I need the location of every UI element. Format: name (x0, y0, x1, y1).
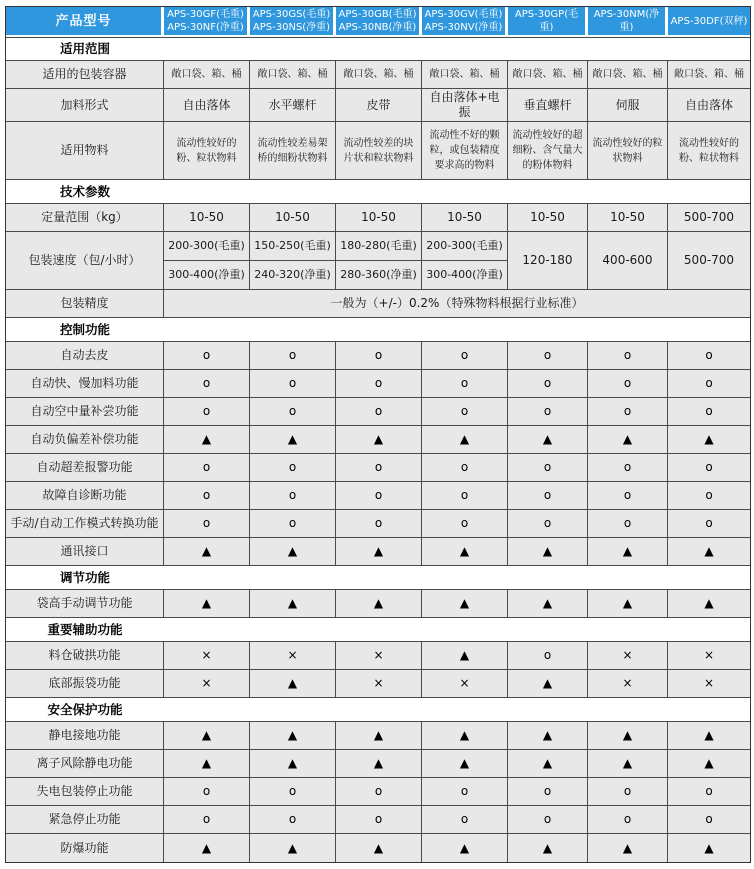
model-name-line: APS-30DF(双秤) (670, 15, 748, 27)
spec-cell: 自由落体+电振 (422, 89, 508, 122)
spec-cell: × (668, 642, 750, 670)
section-row (6, 318, 750, 342)
spec-cell: o (164, 778, 250, 806)
spec-cell: o (422, 510, 508, 538)
model-name-line: APS-30NM(净重) (593, 9, 660, 33)
header-model-column (336, 7, 422, 37)
row-label: 加料形式 (6, 89, 164, 122)
spec-cell: o (164, 510, 250, 538)
spec-cell: 敞口袋、箱、桶 (250, 61, 336, 89)
row-label: 紧急停止功能 (6, 806, 164, 834)
spec-cell: o (422, 454, 508, 482)
spec-cell: o (668, 342, 750, 370)
spec-cell: o (336, 482, 422, 510)
spec-cell: 敞口袋、箱、桶 (164, 61, 250, 89)
spec-cell: ▲ (250, 426, 336, 454)
row-label: 静电接地功能 (6, 722, 164, 750)
spec-cell: 流动性较好的粉、粒状物料 (668, 122, 750, 180)
spec-cell: × (336, 670, 422, 698)
section-row (6, 180, 750, 204)
spec-cell: 500-700 (668, 232, 750, 290)
table-row (6, 122, 750, 180)
row-label: 自动超差报警功能 (6, 454, 164, 482)
spec-cell: o (164, 370, 250, 398)
spec-cell: 200-300(毛重) (422, 232, 508, 261)
table-row (6, 722, 750, 750)
spec-cell: ▲ (588, 722, 668, 750)
table-row (6, 834, 750, 862)
spec-cell: o (250, 342, 336, 370)
spec-cell: 敞口袋、箱、桶 (422, 61, 508, 89)
row-label: 包装速度（包/小时） (6, 232, 164, 290)
model-name-line: APS-30GB(毛重) (338, 9, 417, 20)
spec-cell: o (508, 642, 588, 670)
spec-cell: × (588, 670, 668, 698)
spec-cell: ▲ (336, 538, 422, 566)
model-name-line: APS-30GV(毛重) (424, 9, 503, 20)
spec-cell: o (588, 482, 668, 510)
spec-cell: o (250, 454, 336, 482)
spec-cell: × (164, 670, 250, 698)
spec-cell: ▲ (250, 670, 336, 698)
spec-cell: o (668, 806, 750, 834)
spec-cell: 10-50 (164, 204, 250, 232)
spec-cell: ▲ (422, 722, 508, 750)
model-name-line: APS-30NB(净重) (338, 22, 417, 33)
spec-cell: o (668, 370, 750, 398)
spec-cell: ▲ (250, 834, 336, 862)
row-label: 适用物料 (6, 122, 164, 180)
section-title: 调节功能 (59, 569, 110, 585)
spec-cell: o (668, 398, 750, 426)
model-name-line: APS-30GS(毛重) (252, 9, 331, 20)
spec-cell: ▲ (422, 834, 508, 862)
spec-cell: 流动性不好的颗粒，或包装精度要求高的物料 (422, 122, 508, 180)
spec-cell: ▲ (668, 750, 750, 778)
spec-cell: o (250, 482, 336, 510)
spec-cell: o (508, 454, 588, 482)
spec-cell: o (336, 370, 422, 398)
section-cell (6, 37, 750, 61)
spec-cell: ▲ (164, 590, 250, 618)
section-cell (6, 180, 750, 204)
spec-cell: × (422, 670, 508, 698)
spec-cell: o (508, 778, 588, 806)
row-label: 防爆功能 (6, 834, 164, 862)
row-label: 手动/自动工作模式转换功能 (6, 510, 164, 538)
spec-cell: 180-280(毛重) (336, 232, 422, 261)
spec-cell: 240-320(净重) (250, 261, 336, 290)
spec-cell: o (508, 342, 588, 370)
spec-cell: ▲ (588, 426, 668, 454)
section-row (6, 566, 750, 590)
table-row (6, 670, 750, 698)
spec-cell: ▲ (250, 590, 336, 618)
spec-cell: 流动性较好的粉、粒状物料 (164, 122, 250, 180)
spec-cell: ▲ (588, 538, 668, 566)
section-cell (6, 618, 750, 642)
header-model-column (164, 7, 250, 37)
section-row (6, 698, 750, 722)
table-row (6, 510, 750, 538)
spec-cell: 流动性较差的块片状和粒状物料 (336, 122, 422, 180)
spec-cell: ▲ (588, 590, 668, 618)
row-label: 失电包装停止功能 (6, 778, 164, 806)
spec-cell: 400-600 (588, 232, 668, 290)
spec-cell: o (336, 454, 422, 482)
table-row (6, 232, 750, 261)
spec-cell: o (508, 398, 588, 426)
table-row (6, 750, 750, 778)
spec-cell: o (508, 806, 588, 834)
spec-cell: o (588, 454, 668, 482)
spec-cell: o (250, 510, 336, 538)
spec-cell: ▲ (336, 834, 422, 862)
section-row (6, 37, 750, 61)
section-cell (6, 566, 750, 590)
header-product-model: 产品型号 (6, 7, 164, 37)
spec-cell: 伺服 (588, 89, 668, 122)
spec-cell: 10-50 (250, 204, 336, 232)
row-label: 适用的包装容器 (6, 61, 164, 89)
row-label: 定量范围（kg） (6, 204, 164, 232)
table-row (6, 454, 750, 482)
table-row (6, 398, 750, 426)
spec-cell: o (336, 806, 422, 834)
spec-cell: 自由落体 (668, 89, 750, 122)
spec-cell: o (422, 398, 508, 426)
spec-cell: ▲ (336, 750, 422, 778)
spec-span-cell: 一般为（+/-）0.2%（特殊物料根据行业标准） (164, 290, 750, 318)
spec-cell: 敞口袋、箱、桶 (668, 61, 750, 89)
table-row (6, 538, 750, 566)
spec-cell: o (164, 806, 250, 834)
table-row (6, 482, 750, 510)
spec-cell: o (422, 342, 508, 370)
section-row (6, 618, 750, 642)
spec-cell: o (588, 778, 668, 806)
spec-cell: ▲ (422, 750, 508, 778)
spec-cell: ▲ (588, 834, 668, 862)
spec-cell: o (588, 806, 668, 834)
spec-cell: o (668, 454, 750, 482)
product-spec-table (5, 6, 751, 863)
table-row (6, 642, 750, 670)
spec-cell: 敞口袋、箱、桶 (508, 61, 588, 89)
table-row (6, 806, 750, 834)
spec-cell: o (164, 482, 250, 510)
spec-cell: o (588, 342, 668, 370)
row-label: 离子风除静电功能 (6, 750, 164, 778)
spec-cell: ▲ (164, 426, 250, 454)
table-row (6, 370, 750, 398)
spec-cell: o (508, 482, 588, 510)
spec-cell: 300-400(净重) (164, 261, 250, 290)
spec-cell: 10-50 (336, 204, 422, 232)
section-title: 重要辅助功能 (47, 621, 123, 637)
spec-cell: o (336, 398, 422, 426)
header-model-column (508, 7, 588, 37)
row-label: 自动快、慢加料功能 (6, 370, 164, 398)
spec-cell: o (422, 778, 508, 806)
section-title: 安全保护功能 (47, 701, 123, 717)
spec-cell: ▲ (508, 834, 588, 862)
spec-cell: 500-700 (668, 204, 750, 232)
header-row (6, 7, 750, 37)
spec-cell: ▲ (164, 834, 250, 862)
model-name-line: APS-30NF(净重) (167, 22, 244, 33)
section-cell (6, 698, 750, 722)
spec-cell: ▲ (668, 834, 750, 862)
spec-cell: ▲ (668, 590, 750, 618)
spec-cell: 300-400(净重) (422, 261, 508, 290)
spec-cell: × (164, 642, 250, 670)
spec-cell: o (250, 778, 336, 806)
spec-cell: ▲ (336, 426, 422, 454)
table-row (6, 204, 750, 232)
spec-cell: 水平螺杆 (250, 89, 336, 122)
section-title: 技术参数 (59, 183, 110, 199)
spec-cell: ▲ (668, 426, 750, 454)
table-row (6, 590, 750, 618)
spec-cell: o (164, 454, 250, 482)
spec-cell: ▲ (164, 538, 250, 566)
spec-cell: o (508, 370, 588, 398)
spec-cell: ▲ (508, 538, 588, 566)
row-label: 自动空中量补尝功能 (6, 398, 164, 426)
spec-cell: × (336, 642, 422, 670)
row-label: 自动去皮 (6, 342, 164, 370)
row-label: 料仓破拱功能 (6, 642, 164, 670)
spec-cell: ▲ (422, 538, 508, 566)
spec-cell: ▲ (508, 722, 588, 750)
spec-cell: 流动性较好的粒状物料 (588, 122, 668, 180)
row-label: 自动负偏差补偿功能 (6, 426, 164, 454)
spec-cell: 150-250(毛重) (250, 232, 336, 261)
spec-cell: o (250, 398, 336, 426)
spec-cell: o (668, 510, 750, 538)
spec-cell: ▲ (422, 426, 508, 454)
spec-cell: o (422, 482, 508, 510)
spec-cell: o (336, 778, 422, 806)
spec-cell: × (250, 642, 336, 670)
header-model-column (668, 7, 750, 37)
spec-cell: o (588, 398, 668, 426)
spec-cell: 120-180 (508, 232, 588, 290)
spec-cell: o (422, 806, 508, 834)
spec-cell: ▲ (508, 670, 588, 698)
spec-cell: 敞口袋、箱、桶 (588, 61, 668, 89)
header-model-column (588, 7, 668, 37)
table-row (6, 89, 750, 122)
spec-cell: 10-50 (588, 204, 668, 232)
row-label: 包装精度 (6, 290, 164, 318)
table-row (6, 426, 750, 454)
spec-cell: 10-50 (422, 204, 508, 232)
spec-cell: o (588, 370, 668, 398)
header-model-column (422, 7, 508, 37)
spec-cell: 敞口袋、箱、桶 (336, 61, 422, 89)
row-label: 通讯接口 (6, 538, 164, 566)
spec-cell: 10-50 (508, 204, 588, 232)
section-title: 控制功能 (59, 321, 110, 337)
spec-table-body (6, 7, 750, 862)
model-name-line: APS-30GF(毛重) (167, 9, 244, 20)
spec-cell: 280-360(净重) (336, 261, 422, 290)
table-row (6, 778, 750, 806)
model-name-line: APS-30NV(净重) (424, 22, 503, 33)
spec-cell: × (668, 670, 750, 698)
spec-cell: o (588, 510, 668, 538)
spec-cell: o (668, 778, 750, 806)
model-name-line: APS-30GP(毛重) (514, 9, 579, 33)
row-label: 故障自诊断功能 (6, 482, 164, 510)
spec-cell: ▲ (250, 722, 336, 750)
spec-cell: o (250, 806, 336, 834)
spec-cell: o (422, 370, 508, 398)
spec-cell: ▲ (508, 750, 588, 778)
spec-cell: 皮带 (336, 89, 422, 122)
spec-cell: ▲ (422, 590, 508, 618)
spec-cell: 自由落体 (164, 89, 250, 122)
spec-cell: ▲ (668, 722, 750, 750)
spec-cell: o (164, 342, 250, 370)
spec-cell: 流动性较好的超细粉、含气量大的粉体物料 (508, 122, 588, 180)
spec-cell: ▲ (422, 642, 508, 670)
spec-cell: ▲ (250, 750, 336, 778)
spec-cell: ▲ (164, 722, 250, 750)
spec-cell: o (164, 398, 250, 426)
section-title: 适用范围 (59, 41, 110, 56)
spec-cell: ▲ (508, 590, 588, 618)
table-row (6, 290, 750, 318)
table-row (6, 61, 750, 89)
spec-cell: o (250, 370, 336, 398)
model-name-line: APS-30NS(净重) (252, 22, 331, 33)
header-model-column (250, 7, 336, 37)
spec-cell: ▲ (336, 722, 422, 750)
section-cell (6, 318, 750, 342)
spec-cell: × (588, 642, 668, 670)
row-label: 袋高手动调节功能 (6, 590, 164, 618)
table-row (6, 342, 750, 370)
spec-cell: o (336, 510, 422, 538)
spec-cell: 200-300(毛重) (164, 232, 250, 261)
spec-cell: ▲ (668, 538, 750, 566)
spec-cell: ▲ (164, 750, 250, 778)
spec-cell: o (668, 482, 750, 510)
spec-cell: o (508, 510, 588, 538)
row-label: 底部振袋功能 (6, 670, 164, 698)
spec-cell: o (336, 342, 422, 370)
spec-cell: 垂直螺杆 (508, 89, 588, 122)
spec-cell: ▲ (250, 538, 336, 566)
spec-cell: 流动性较差易架桥的细粉状物料 (250, 122, 336, 180)
spec-cell: ▲ (336, 590, 422, 618)
spec-cell: ▲ (588, 750, 668, 778)
spec-cell: ▲ (508, 426, 588, 454)
